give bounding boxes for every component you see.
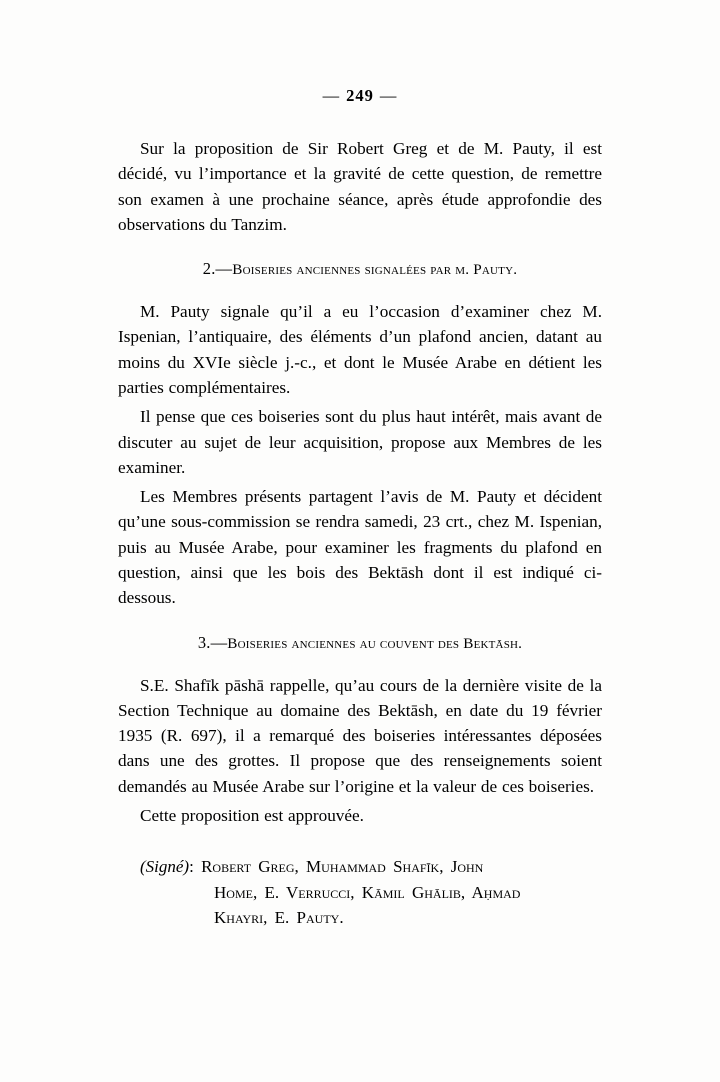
signature-names-2: Home, E. Verrucci, Kāmil Ghālib, Aḥmad	[214, 882, 521, 902]
signature-line-3	[140, 905, 602, 931]
signature-names-1: Robert Greg, Muhammad Shafīk, John	[201, 857, 484, 877]
signature-names-3: Khayri, E. Pauty.	[214, 908, 344, 928]
page-content	[118, 86, 602, 931]
signature-separator: :	[189, 857, 194, 877]
page-number-prefix: —	[322, 86, 341, 105]
signature-block	[118, 854, 602, 931]
page-number	[118, 86, 602, 106]
section-title-2: Boiseries anciennes signalées par m. Pauty.	[232, 261, 518, 279]
paragraph-s3-1: S.E. Shafīk pāshā rappelle, qu’au cours de la dernière visite de la Section Technique au domaine des Bektāsh, en date du 19 février 1935 (R. 697), il a remarqué des boiseries intéressantes déposées dans une des grottes. Il propose que des renseignements soient demandés au Musée Arabe sur l’origine et la valeur de ces boiseries.	[118, 675, 602, 796]
section-heading-2	[118, 259, 602, 279]
section-number-2: 2.—	[202, 259, 233, 279]
signature-label: (Signé)	[140, 857, 190, 877]
signature-line-1	[140, 854, 602, 880]
section-heading-3	[118, 633, 602, 653]
section-title-3: Boiseries anciennes au couvent des Bektāsh.	[227, 634, 523, 652]
page-number-suffix: —	[379, 86, 398, 105]
section-number-3: 3.—	[197, 632, 228, 652]
paragraph-s2-3: Les Membres présents partagent l’avis de M. Pauty et décident qu’une sous-commission se rendra samedi, 23 crt., chez M. Ispenian, puis au Musée Arabe, pour examiner les fragments du plafond en question, ainsi que les bois des Bektāsh dont il est indiqué ci-dessous.	[118, 487, 602, 608]
paragraph-s3-2: Cette proposition est approuvée.	[140, 805, 364, 825]
page-number-value: 249	[346, 86, 374, 105]
paragraph-s2-2: Il pense que ces boiseries sont du plus haut intérêt, mais avant de discuter au sujet de leur acquisition, propose aux Membres de les examiner.	[118, 407, 602, 477]
paragraph-intro: Sur la proposition de Sir Robert Greg et de M. Pauty, il est décidé, vu l’importance et la gravité de cette question, de remettre son examen à une prochaine séance, après étude approfondie des observations du Tanzim.	[118, 139, 602, 234]
signature-line-2	[140, 880, 602, 906]
paragraph-s2-1: M. Pauty signale qu’il a eu l’occasion d’examiner chez M. Ispenian, l’antiquaire, des éléments d’un plafond ancien, datant au moins du XVIe siècle j.-c., et dont le Musée Arabe en détient les parties complémentaires.	[118, 302, 602, 397]
